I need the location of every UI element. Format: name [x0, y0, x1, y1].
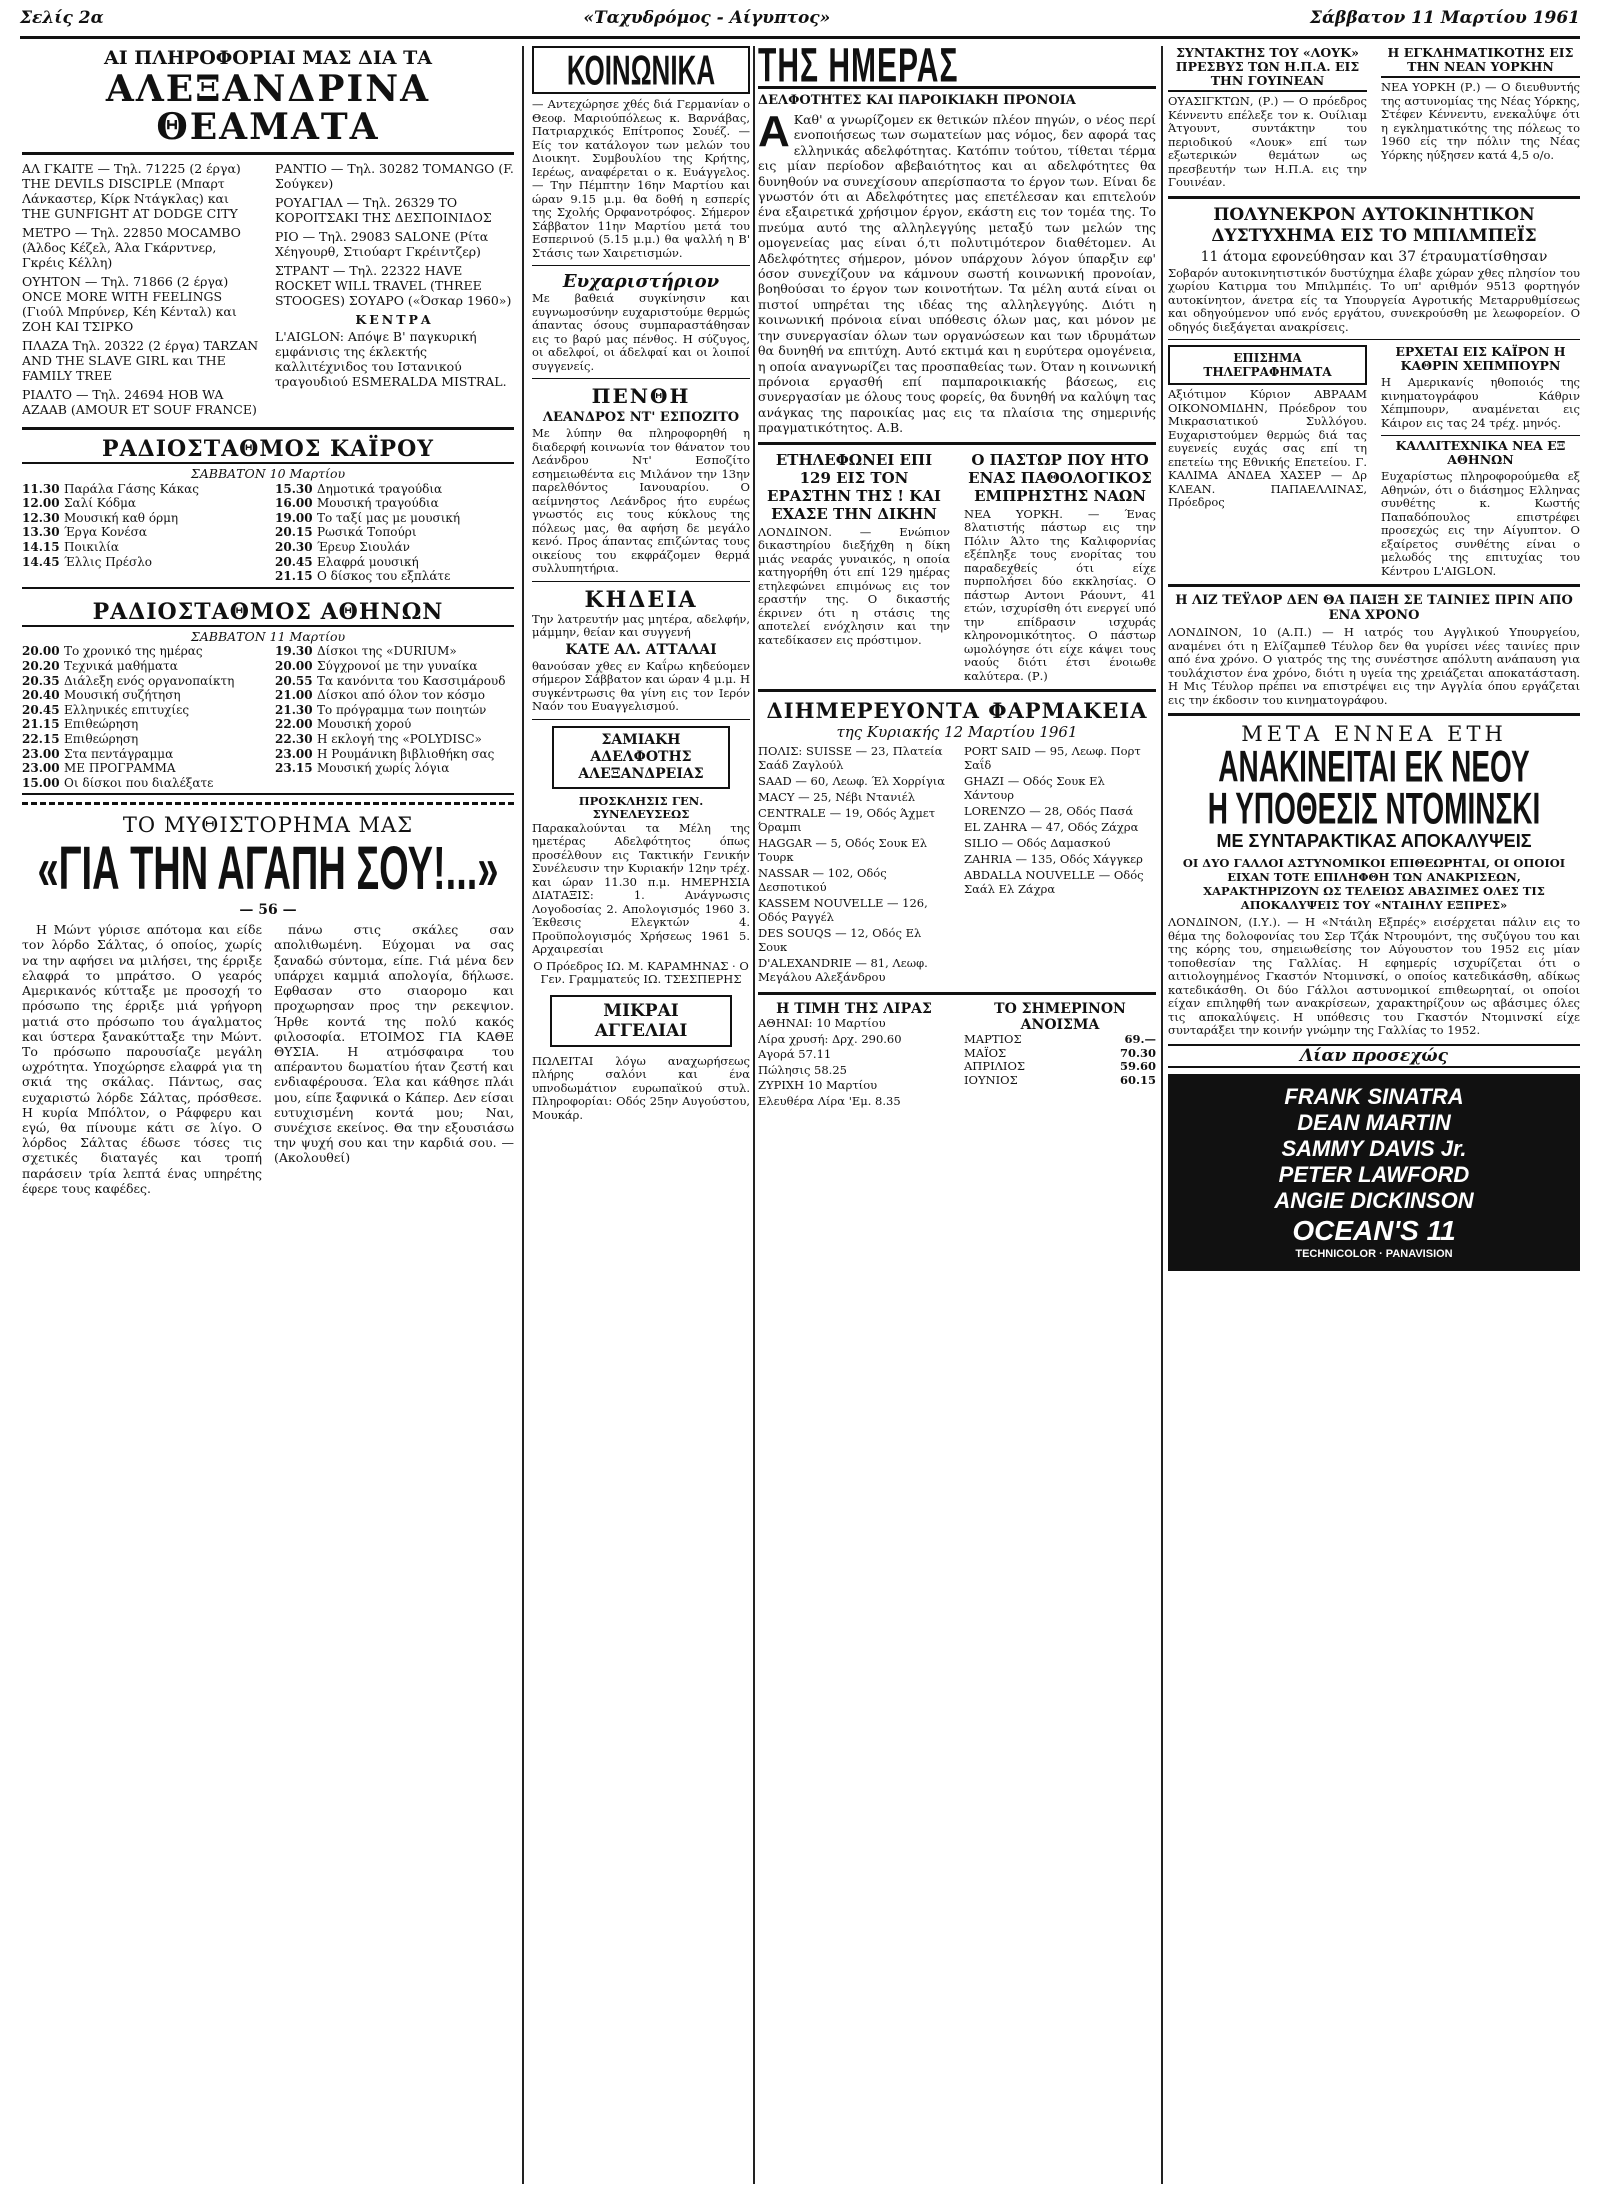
schedule-row — [22, 703, 261, 718]
divider — [532, 378, 750, 379]
divider — [758, 689, 1156, 692]
arts-title: ΚΑΛΛΙΤΕΧΝΙΚΑ ΝΕΑ ΕΞ ΑΘΗΝΩΝ — [1381, 435, 1580, 467]
samian-text: Παρακαλούνται τα Μέλη της ημετέρας Αδελφότητος όπως προσέλθουν εις Τακτικήν Γενικήν Συνέλευσιν την Κυριακήν 12ην τρέχ. και ώραν 11.30 π.μ. ΗΜΕΡΗΣΙΑ ΔΙΑΤΑΞΙΣ: 1. Ανάγνωσις Λογοδοσίας 2. Απολογισμός 1960 3. Έκθεσις Ελεγκτών 4. Προϋπολογισμός Χρήσεως 1961 5. Αρχαιρεσίαι — [532, 820, 750, 956]
cinema-entry: ΡΙΟ — Τηλ. 29083 SALONE (Ρίτα Χέηγουρθ, Στιούαρτ Γκρέιντζερ) — [275, 229, 489, 259]
schedule-row — [22, 747, 261, 762]
dominici-headline-2: Η ΥΠΟΘΕΣΙΣ ΝΤΟΜΙΝΣΚΙ — [1207, 788, 1541, 830]
novel-title: «ΓΙΑ ΤΗΝ ΑΓΑΠΗ ΣΟΥ!...» — [37, 838, 499, 903]
divider — [1168, 196, 1580, 199]
schedule-row — [22, 644, 261, 659]
cinema-entry: ΡΑΝΤΙΟ — Τηλ. 30282 TOMANGO (F. Σούγκεν) — [275, 161, 514, 191]
pharmacy-list-left — [758, 744, 950, 986]
schedule-row — [275, 688, 514, 703]
ad-line: SAMMY DAVIS Jr. — [1281, 1135, 1467, 1161]
samian-title: ΣΑΜΙΑΚΗ ΑΔΕΛΦΟΤΗΣ ΑΛΕΞΑΝΔΡΕΙΑΣ — [552, 726, 730, 789]
classified-title: ΜΙΚΡΑΙ ΑΓΓΕΛΙΑΙ — [550, 995, 732, 1047]
ad-line: ANGIE DICKINSON — [1274, 1187, 1474, 1213]
divider — [22, 427, 514, 430]
top-right-title: Η ΕΓΚΛΗΜΑΤΙΚΟΤΗΣ ΕΙΣ ΤΗΝ ΝΕΑΝ ΥΟΡΚΗΝ — [1381, 46, 1580, 78]
novel-label: ΤΟ ΜΥΘΙΣΤΟΡΗΜΑ ΜΑΣ — [122, 813, 414, 838]
dominici-text: ΛΟΝΔΙΝΟΝ, (Ι.Υ.). — Η «Ντάιλη Εξπρές» εισέρχεται πάλιν εις το θέμα της δολοφονίας του Σερ Τζάκ Ντρουμόντ, της συζύγου του και της κόρης του, σημειωθείσης τον Αύγουστον του 1952 εις μίαν τοποθεσίαν της Γαλλίας. Η εφημερίς ισχυρίζεται ότι ο αιτιολογημένος Γκαστόν Ντομινσκί, ο οποίος κατεδικάσθη, αδίκως κατεδικάσθη. Οι δύο Γάλλοι αστυνομικοί επιθεωρηταί, οι οποίοι είχαν επιληφθή των ανακρίσεων, χαρακτηρίζουν ως αβάσιμες όλες τις αποκαλύψεις. Η υπόθεσις του Γκαστόν Ντομινσκί είχε συνταράξει την κοινήν γνώμην της Γαλλίας το 1952. — [1168, 915, 1580, 1037]
schedule-program: Η εκλογή της «POLYDISC» — [317, 731, 482, 746]
top-stories — [1168, 46, 1580, 190]
pharmacy-entry: NASSAR — 102, Οδός Δεσποτικού — [758, 866, 887, 895]
schedule-row — [22, 659, 261, 674]
schedule-time: 20.35 — [22, 673, 60, 688]
radio-cairo-title: ΡΑΔΙΟΣΤΑΘΜΟΣ ΚΑΪΡΟΥ — [102, 436, 434, 462]
radio-athens-title: ΡΑΔΙΟΣΤΑΘΜΟΣ ΑΘΗΝΩΝ — [92, 598, 444, 625]
samian-signature: Ο Πρόεδρος ΙΩ. Μ. ΚΑΡΑΜΗΝΑΣ · Ο Γεν. Γραμματεύς ΙΩ. ΤΣΕΣΠΕΡΗΣ — [533, 958, 749, 986]
accident-text: Σοβαρόν αυτοκινητιστικόν δυστύχημα έλαβε χώραν χθες πλησίον του χωρίου Κατιρμα του Μπιλμπέις. Το υπ' αριθμόν 9513 φορτηγόν αυτοκίνητον, άνετρα είς τα Υπουργεία Αγροτικής Μεταρρυθμίσεως και οδηγούμενον υπό ενός εργάτου, συνεκρούσθη με λεωφορείον. Ο οδηγός διεξάγεται ανακρίσεις. — [1168, 265, 1580, 334]
telegram-box — [1168, 345, 1367, 578]
schedule-row — [275, 540, 514, 555]
cinema-entry: ΡΙΑΛΤΟ — Τηλ. 24694 HOB WA AZAAB (AMOUR ET SOUF FRANCE) — [22, 387, 257, 417]
schedule-row — [22, 496, 261, 511]
lira-line: Λίρα χρυσή: Δρχ. 290.60 — [758, 1031, 902, 1046]
tide-month: ΜΑΡΤΙΟΣ — [964, 1032, 1022, 1047]
pharmacy-entry: KASSEM NOUVELLE — 126, Οδός Ραγγέλ — [758, 896, 928, 925]
newspaper-title: «Ταχυδρόμος - Αίγυπτος» — [583, 8, 831, 28]
pharmacy-list — [758, 744, 1156, 986]
schedule-time: 22.15 — [22, 731, 60, 746]
schedule-program: Ρωσικά Τοπούρι — [317, 525, 417, 540]
schedule-program: Ο δίσκος του εξπλάτε — [317, 569, 451, 584]
dominici-kicker: ΜΕΤΑ ΕΝΝΕΑ ΕΤΗ — [1241, 722, 1507, 746]
dominici-subtitle: ΟΙ ΔΥΟ ΓΑΛΛΟΙ ΑΣΤΥΝΟΜΙΚΟΙ ΕΠΙΘΕΩΡΗΤΑΙ, ΟΙ ΟΠΟΙΟΙ ΕΙΧΑΝ ΤΟΤΕ ΕΠΙΛΗΦΘΗ ΤΩΝ ΑΝΑΚΡΙΣΕΩΝ, ΧΑΡΑΚΤΗΡΙΖΟΥΝ ΩΣ ΤΕΛΕΙΩΣ ΑΒΑΣΙΜΕΣ ΟΛΕΣ ΤΙΣ ΑΠΟΚΑΛΥΨΕΙΣ ΤΟΥ «ΝΤΑΙΗΛΥ ΕΞΠΡΕΣ» — [1182, 856, 1566, 912]
novel-title-wrap — [22, 838, 514, 902]
cinema-listings — [22, 161, 514, 421]
funeral-intro: Την λατρευτήν μας μητέρα, αδελφήν, μάμμην, θείαν και συγγενή — [532, 611, 750, 639]
schedule-time: 14.15 — [22, 539, 60, 554]
ad-small: TECHNICOLOR · PANAVISION — [1295, 1247, 1453, 1260]
column-news-center — [758, 46, 1156, 2184]
schedule-row — [275, 732, 514, 747]
story2-title: Ο ΠΑΣΤΩΡ ΠΟΥ ΗΤΟ ΕΝΑΣ ΠΑΘΟΛΟΓΙΚΟΣ ΕΜΠΡΗΣΤΗΣ ΝΑΩΝ — [968, 450, 1152, 505]
ad-line: DEAN MARTIN — [1297, 1109, 1451, 1135]
schedule-time: 20.30 — [275, 539, 313, 554]
schedule-program: Ποικιλία — [64, 539, 120, 554]
radio-cairo-right — [275, 482, 514, 584]
schedule-row — [275, 659, 514, 674]
pharmacy-entry: HAGGAR — 5, Οδός Σουκ Ελ Τουρκ — [758, 836, 928, 865]
radio-cairo-schedule — [22, 462, 514, 589]
schedule-program: Τεχνικά μαθήματα — [64, 658, 178, 673]
ad-line: OCEAN'S 11 — [1292, 1214, 1456, 1246]
schedule-time: 20.45 — [275, 554, 313, 569]
radio-athens-right — [275, 644, 514, 790]
cinema-entry: ΜΕΤΡΟ — Τηλ. 22850 MOCAMBO (Άλδος Κέζελ, Άλα Γκάρντνερ, Γκρέις Κέλλη) — [22, 225, 241, 270]
schedule-time: 23.00 — [22, 761, 60, 776]
cinema-list-left — [22, 161, 261, 421]
schedule-program: Μουσική χωρίς λόγια — [317, 761, 450, 776]
ad-intro: Λίαν προσεχώς — [1168, 1044, 1580, 1068]
schedule-time: 23.00 — [22, 746, 60, 761]
funeral-name: ΚΑΤΕ ΑΛ. ΑΤΤΑΛΑΙ — [565, 641, 717, 658]
schedule-program: Στα πεντάγραμμα — [64, 746, 174, 761]
funeral-text: θανούσαν χθες εν Καΐρω κηδεύομεν σήμερον Σάββατον και ώραν 4 μ.μ. Η συγκέντρωσις θα γίνη εις τον Ιερόν Ναόν του Ευαγγελισμού. — [532, 658, 750, 713]
tide-value: 59.60 — [1119, 1059, 1156, 1074]
radio-athens-schedule — [22, 625, 514, 796]
top-left-title: ΣΥΝΤΑΚΤΗΣ ΤΟΥ «ΛΟΥΚ» ΠΡΕΣΒΥΣ ΤΩΝ Η.Π.Α. ΕΙΣ ΤΗΝ ΓΟΥΙΝΕΑΝ — [1168, 46, 1367, 92]
schedule-program: Τα κανόνιτα του Κασσιμάρουδ — [317, 673, 506, 688]
divider — [1168, 713, 1580, 716]
schedule-program: Επιθεώρηση — [64, 717, 139, 732]
radio-athens-left — [22, 644, 261, 790]
novel-paragraph: πάνω στις σκάλες σαν απολιθωμένη. Εύχομαι να σας ξαναδώ σύντομα, είπε. Γιά μένα δεν υπάρχει καμμιά απολογία, δήλωσε. Εφθασαν στο σιαορομο και προχωρησαν προς την ρεκεψιον. Ήρθε κοντά της πολύ κακός φιλοσοφία. ΕΤΟΙΜΟΣ ΓΙΑ ΚΑΘΕ ΘΥΣΙΑ. Η ατμόσφαιρα του απέραντου δωματίου ήταν ζεστή και ενδιαφέρουσα. Έλα και κάθησε πλάι μου, είπε ξαφνικά ο Κάπερ. Δεν είσαι ευτυχισμένη κοντά μου; Ναι, συνέχισε εκείνος. Θα την εξουσιάσω την ψυχή σου και την καρδιά σου. — (Ακολουθεί) — [274, 922, 514, 1166]
schedule-program: Μουσική χορού — [317, 717, 412, 732]
pharmacy-entry: SILIO — Οδός Δαμασκού — [964, 836, 1111, 851]
feature-subtitle: ΔΕΛΦΟΤΗΤΕΣ ΚΑΙ ΠΑΡΟΙΚΙΑΚΗ ΠΡΟΝΟΙΑ — [758, 93, 1076, 108]
taylor-title: Η ΛΙΖ ΤΕΫΛΟΡ ΔΕΝ ΘΑ ΠΑΙΞΗ ΣΕ ΤΑΙΝΙΕΣ ΠΡΙΝ ΑΠΟ ΕΝΑ ΧΡΟΝΟ — [1175, 593, 1573, 623]
schedule-time: 16.00 — [275, 496, 313, 511]
pharmacy-subtitle: της Κυριακής 12 Μαρτίου 1961 — [836, 723, 1078, 742]
schedule-time: 12.30 — [22, 510, 60, 525]
schedule-program: Διάλεξη ενός οργανοπαίκτη — [64, 673, 235, 688]
schedule-time: 22.00 — [275, 717, 313, 732]
divider — [1168, 584, 1580, 587]
top-story-right — [1381, 46, 1580, 190]
mourning-title: ΠΕΝΘΗ — [591, 384, 691, 408]
novel-episode: — 56 — — [239, 902, 297, 919]
story-left — [758, 451, 950, 684]
cinema-entry: ΑΛ ΓΚΑΙΤΕ — Τηλ. 71225 (2 έργα) THE DEVILS DISCIPLE (Μπαρτ Λάνκαστερ, Κίρκ Ντάγκλας) και THE GUNFIGHT AT DODGE CITY — [22, 161, 241, 221]
schedule-time: 15.00 — [22, 775, 60, 790]
society-title: ΚΟΙΝΩΝΙΚΑ — [566, 46, 716, 94]
banner-title: ΤΗΣ ΗΜΕΡΑΣ — [758, 46, 959, 89]
schedule-program: Ελληνικές επιτυχίες — [64, 702, 190, 717]
lira-title: Η ΤΙΜΗ ΤΗΣ ΛΙΡΑΣ — [776, 1001, 932, 1018]
society-text: — Αντεχώρησε χθές διά Γερμανίαν ο Θεοφ. Μαριούπόλεως κ. Βαρνάβας, Πατριαρχικός Επίτροπος Σουέζ. — Είς τον κατάλογον των μελών του Διοικητ. Συμβουλίου της Κρήτης, Ιερέως, αναφέρεται ο κ. Ευάγγελος. — Την Πέμπτην 16ην Μαρτίου και ώραν 9.15 μ.μ. θα δοθή η εσπερίς της Σχολής Ορφανοτρόφος. Σήμερον Σάββατον 11ην Μαρτίου μετά του Εσπερινού (5.15 μ.μ.) θα ψαλλή η Β' Στάσις των Χαιρετισμών. — [532, 97, 750, 260]
schedule-program: Η Ρουμάνικη βιβλιοθήκη σας — [317, 746, 495, 761]
schedule-row — [275, 555, 514, 570]
tide-month: ΙΟΥΝΙΟΣ — [964, 1072, 1018, 1087]
schedule-time: 21.15 — [22, 717, 60, 732]
cinema-entry: ΡΟΥΑΓΙΑΛ — Τηλ. 26329 ΤΟ ΚΟΡΟΙΤΣΑΚΙ ΤΗΣ ΔΕΣΠΟΙΝΙΔΟΣ — [275, 195, 492, 225]
schedule-time: 20.00 — [22, 644, 60, 659]
schedule-program: Επιθεώρηση — [64, 731, 139, 746]
schedule-row — [275, 761, 514, 776]
divider — [758, 442, 1156, 445]
schedule-time: 12.00 — [22, 496, 60, 511]
masthead — [20, 0, 1580, 39]
pharmacy-entry: ZAHRIA — 135, Οδός Χάγγκερ — [964, 852, 1143, 867]
top-left-text: ΟΥΑΣΙΓΚΤΩΝ, (Ρ.) — Ο πρόεδρος Κέννεντυ επέλεξε τον κ. Ουίλιαμ Άτγουντ, συντάκτην του περιοδικού «Λουκ» επί των εξωτερικών θεμάτων ως πρεσβευτήν των Η.Π.Α. εις την Γουινέαν. — [1168, 94, 1367, 189]
schedule-time: 20.40 — [22, 688, 60, 703]
schedule-time: 21.30 — [275, 702, 313, 717]
hepburn-text: Η Αμερικανίς ηθοποιός της κινηματογράφου Κάθριν Χέπμπουρν, αναμένεται εις Κάιρον εις τας 24 τρέχ. μηνός. — [1381, 375, 1580, 430]
column-news-right — [1168, 46, 1580, 2184]
story1-text: ΛΟΝΔΙΝΟΝ. — Ενώπιον δικαστηρίου διεξήχθη η δίκη μιάς νεαράς γυναικός, η οποία κατηγορήθη ότι επί 129 ημέρας ετηλεφώνει επιμόνως εις τον εραστήν της. Ο δικαστής έκρινεν ότι η στάσις της αποτελεί ενόχλησιν και την κατεδίκασεν εις πρόστιμον. — [758, 524, 950, 647]
page-number: Σελίς 2α — [20, 8, 104, 28]
schedule-program: Δίσκοι από όλον τον κόσμο — [317, 688, 485, 703]
radio-athens-date: ΣΑΒΒΑΤΟΝ 11 Μαρτίου — [190, 628, 346, 644]
venues-heading: ΚΕΝΤΡΑ — [355, 312, 434, 327]
tide-value: 60.15 — [1119, 1072, 1156, 1087]
pharmacy-entry: ΠΟΛΙΣ: SUISSE — 23, Πλατεία Σαάδ Ζαγλούλ — [758, 744, 943, 773]
divider — [532, 719, 750, 720]
schedule-program: Παράλα Γάσης Κάκας — [64, 481, 199, 496]
lira-line: ΖΥΡΙΧΗ 10 Μαρτίου — [758, 1078, 878, 1093]
banner-wrap — [758, 46, 1156, 89]
divider — [758, 992, 1156, 995]
dominici-headline-2-wrap — [1168, 788, 1580, 830]
schedule-program: Το χρονικό της ημέρας — [64, 644, 203, 659]
schedule-time: 23.15 — [275, 761, 313, 776]
tide-value: 69.— — [1124, 1032, 1156, 1047]
column-rule — [522, 46, 524, 2184]
schedule-row — [275, 747, 514, 762]
ad-line: PETER LAWFORD — [1278, 1161, 1470, 1187]
pharmacy-entry: DES SOUQS — 12, Οδός Ελ Σουκ — [758, 926, 922, 955]
schedule-row — [22, 717, 261, 732]
tide-box — [964, 1001, 1156, 1110]
dominici-headline-1: ΑΝΑΚΙΝΕΙΤΑΙ ΕΚ ΝΕΟΥ — [1218, 746, 1530, 788]
cinema-list-right — [275, 161, 514, 421]
schedule-time: 19.30 — [275, 644, 313, 659]
classified-text: ΠΩΛΕΙΤΑΙ λόγω αναχωρήσεως πλήρης σαλόνι και ένα υπνοδωμάτιον ευρωπαϊκού στυλ. Πληροφορίαι: Οδός 25ην Αυγούστου, Μουκάρ. — [532, 1053, 750, 1122]
column-rule — [753, 46, 755, 2184]
pharmacy-entry: MACY — 25, Νέβι Ντανιέλ — [758, 790, 915, 805]
mourning-text: Με λύπην θα πληροφορηθή η διαδερφή κοινωνία τον θάνατον του Λεάνδρου Ντ' Εσποζίτο εσημειωθέντα εις Μιλάνον την 13ην παρελθόντος Ιανουαρίου. Ο αείμνηστος Λεάνδρος ήτο ευρέως γνωστός εις τους κύκλους της πόλεως μας, θα αφήση δε μεγάλο κενό. Προς άπαντας επιζώντας τους οικείους του εκφράζομεν θερμά συλλυπητήρια. — [532, 426, 750, 575]
column-entertainment — [22, 46, 514, 2184]
schedule-program: Μουσική συζήτηση — [64, 688, 181, 703]
tide-row — [964, 1033, 1156, 1047]
cinema-heading: ΑΙ ΠΛΗΡΟΦΟΡΙΑΙ ΜΑΣ ΔΙΑ ΤΑ — [104, 47, 432, 69]
schedule-row — [275, 644, 514, 659]
tide-row — [964, 1047, 1156, 1061]
schedule-row — [22, 688, 261, 703]
pharmacy-title: ΔΙΗΜΕΡΕΥΟΝΤΑ ΦΑΡΜΑΚΕΙΑ — [766, 698, 1148, 724]
schedule-row — [22, 540, 261, 555]
schedule-time: 20.20 — [22, 658, 60, 673]
telegram-text: Αξιότιμον Κύριον ΑΒΡΑΑΜ ΟΙΚΟΝΟΜΙΔΗΝ, Πρόεδρον του Μικρασιατικού Συλλόγου. Ευχαριστούμεν θερμώς διά τας ευγενείς ευχάς σας επί τη επετείω της Εθνικής Επετείου. Γ. ΚΑΛΙΜΑ ΑΝΔΕΑ ΧΑΣΕΡ — Δρ ΚΛΕΑΝ. ΠΑΠΑΕΛΛΙΝΑΣ, Πρόεδρος — [1168, 387, 1367, 509]
top-right-text: ΝΕΑ ΥΟΡΚΗ (Ρ.) — Ο διευθυντής της αστυνομίας της Νέας Υόρκης, Στέφεν Κέννεντυ, ενεκαλύψε ότι η εγκληματικότης της πόλεως το 1960 είς την πόλιν της Νέας Υόρκης ηύξησεν κατά 4,5 ο/ο. — [1381, 80, 1580, 162]
ad-line: FRANK SINATRA — [1284, 1083, 1464, 1109]
schedule-program: Έρευρ Σιουλάν — [317, 539, 410, 554]
pharmacy-entry: CENTRALE — 19, Οδός Άχμετ Όραμπι — [758, 806, 936, 835]
story1-title: ΕΤΗΛΕΦΩΝΕΙ ΕΠΙ 129 ΕΙΣ ΤΟΝ ΕΡΑΣΤΗΝ ΤΗΣ ! ΚΑΙ ΕΧΑΣΕ ΤΗΝ ΔΙΚΗΝ — [767, 450, 941, 523]
lira-lines — [758, 1017, 950, 1108]
schedule-row — [22, 555, 261, 570]
accident-title: ΠΟΛΥΝΕΚΡΟΝ ΑΥΤΟΚΙΝΗΤΙΚΟΝ ΔΥΣΤΥΧΗΜΑ ΕΙΣ ΤΟ ΜΠΙΛΜΠΕΪΣ — [1211, 204, 1537, 246]
schedule-time: 19.00 — [275, 510, 313, 525]
tide-title: ΤΟ ΣΗΜΕΡΙΝΟΝ ΑΝΟΙΣΜΑ — [994, 1001, 1126, 1034]
schedule-time: 22.30 — [275, 731, 313, 746]
schedule-row — [22, 511, 261, 526]
pharmacy-list-right — [964, 744, 1156, 986]
lira-box — [758, 1001, 950, 1110]
tide-month: ΑΠΡΙΛΙΟΣ — [964, 1059, 1026, 1074]
schedule-row — [275, 525, 514, 540]
thanks-title: Ευχαριστήριον — [562, 271, 720, 292]
telegram-title: ΕΠΙΣΗΜΑ ΤΗΛΕΓΡΑΦΗΜΑΤΑ — [1168, 345, 1367, 385]
mid-stories — [1168, 345, 1580, 578]
short-stories — [758, 451, 1156, 684]
schedule-row — [22, 525, 261, 540]
divider — [22, 152, 514, 155]
schedule-program: Το ταξί μας με μουσική — [317, 510, 461, 525]
schedule-time: 23.00 — [275, 746, 313, 761]
issue-date: Σάββατον 11 Μαρτίου 1961 — [1309, 8, 1580, 28]
samian-sub: ΠΡΟΣΚΛΗΣΙΣ ΓΕΝ. ΣΥΝΕΛΕΥΣΕΩΣ — [578, 793, 704, 821]
schedule-time: 15.30 — [275, 481, 313, 496]
divider — [532, 265, 750, 266]
schedule-time: 20.45 — [22, 702, 60, 717]
cinema-title: ΑΛΕΞΑΝΔΡΙΝΑ ΘΕΑΜΑΤΑ — [105, 68, 431, 148]
schedule-row — [275, 674, 514, 689]
schedule-row — [275, 717, 514, 732]
tide-row — [964, 1074, 1156, 1088]
hepburn-box — [1381, 345, 1580, 578]
dominici-headline-1-wrap — [1168, 746, 1580, 788]
radio-cairo-date: ΣΑΒΒΑΤΟΝ 10 Μαρτίου — [190, 466, 346, 481]
thanks-text: Με βαθειά συγκίνησιν και ευγνωμοσύνην ευχαριστούμε θερμώς άπαντας όσους συμπαραστάθησαν εις το βαρύ μας πένθος. Η σύζυγος, οι αδελφοί, οι άδελφαί και οι λοιποί συγγενείς. — [532, 291, 750, 373]
tide-value: 70.30 — [1119, 1045, 1156, 1060]
hepburn-title: ΕΡΧΕΤΑΙ ΕΙΣ ΚΑΪΡΟΝ Η ΚΑΘΡΙΝ ΧΕΠΜΠΟΥΡΝ — [1395, 344, 1566, 373]
schedule-program: Δίσκοι της «DURIUM» — [317, 644, 457, 659]
schedule-time: 21.15 — [275, 569, 313, 584]
schedule-program: Έργα Κονέσα — [64, 525, 147, 540]
lira-line: Πώλησις 58.25 — [758, 1062, 847, 1077]
schedule-program: Μουσική τραγούδια — [317, 496, 439, 511]
lira-line: Ελευθέρα Λίρα 'Εμ. 8.35 — [758, 1093, 901, 1108]
society-title-box — [532, 46, 750, 94]
feature-body: Καθ' α γνωρίζομεν εκ θετικών πλέον πηγών, ο νέος περί ενοποιήσεως των σωματείων μας νόμος, δεν αφορά τας ελληνικάς αδελφότητας. Κατόπιν τούτου, τίθεται τέρμα εις μίαν περίοδον αβεβαιότητος και αι αδελφότητες θα δυνηθούν να συνεχίσουν απερίσπαστα το έργον των. Είναι δε γνωστόν ότι αι Αδελφότητες μας επετέλεσαν και επιτελούν ένα εξαιρετικά χρήσιμον έργον, εκάστη εις τον τομέα της. Το πνεύμα αυτό της αλληλεγγύης μεταξύ των μελών της ομογενείας μας είναι ό,τι πολυτιμότερον διαθέτομεν. Αι Αδελφότητες σήμερον, μόνον υπάρχουν λόγον ύπαρξιν εφ' όσον συνεχίζουν να κάμνουν σωστή κοινωνική προνοίαν, βοηθούσαι το έργον των κοινοτήτων. Τα μέλη αυτά είναι οι πιστοί υπηρέται της ιδέας της αλληλεγγύης. Διότι η κοινωνική πρόνοια είναι υπόθεσις όλων μας, και μόνον με την συνεργασίαν όλων των οργανώσεων και των ιδρυμάτων θα δυνηθή να επιτύχη. Αυτό εκτιμά και η ευρύτερα ομογένεια, η οποία αναγνωρίζει τας προσπαθείας των. Όταν η κοινωνική πρόνοια εργασθή επί παμπαροικιακής βάσεως, εις συνεργασίαν με όλους τους φορείς, θα δυνηθή να καλύψη τας ανάγκας της παροικίας μας εις τα πλαίσια της σημερινής πραγματικότητος. Α.Β. — [758, 112, 1156, 436]
novel-paragraph: Η Μώντ γύρισε απότομα και είδε τον λόρδο Σάλτας, ό οποίος, χωρίς να την αφήσει να μιλήσει, της έρριξε ελαφρά το μπράτσο. Ο γεαρός Αμερικανός κύτταξε με προσοχή το πρόσωπο της έρριξε μιά γρήγορη ματιά στο πρόσωπο του άγαλματος και ύστερα ξανακύτταξε την Μώντ. Το πρόσωπο παρουσίαζε μεγάλη ωχρότητα. Υποχώρησε ελαφρά για τη σκιά της σκάλας. Πάντως, σας ευχαριστώ λόρδε Σάλτας, πρόσθεσε. Η κυρία Μπόλτον, ο Ράφφερυ και εγώ, θα πίνουμε κάτι σε λίγο. Ο λόρδος Σάλτας έδωσε τόσες τις σχετικές διαταγές και τροπή παράσειν τρία λεπτά ένας υπηρέτης έφερε τους καφέδες. — [22, 922, 262, 1196]
novel-text — [22, 922, 514, 1198]
mourning-name: ΛΕΑΝΔΡΟΣ ΝΤ' ΕΣΠΟΖΙΤΟ — [542, 410, 740, 425]
market-boxes — [758, 1001, 1156, 1110]
schedule-row — [22, 482, 261, 497]
taylor-text: ΛΟΝΔΙΝΟΝ, 10 (Α.Π.) — Η ιατρός του Αγγλικού Υπουργείου, αναμένει ότι η Ελίζαμπεθ Τέυλορ δεν θα γυρίσει νέες ταινίες πριν από ένα χρόνο. Ο γιατρός της της συνέστησε απόλυτη ανάπαυση για τουλάχιστον ένα χρόνο, διότι η υγεία της χρειάζεται αποκατάσταση. Η Μις Τέυλορ πρέπει να επιστρέψει εις την Αγγλία όπου εργάζεται εις την έκδοσιν του κινηματογράφου. — [1168, 625, 1580, 707]
accident-subtitle: 11 άτομα εφονεύθησαν και 37 έτραυματίσθησαν — [1200, 248, 1548, 265]
schedule-time: 20.00 — [275, 658, 313, 673]
story-right — [964, 451, 1156, 684]
schedule-row — [22, 732, 261, 747]
funeral-title: ΚΗΔΕΙΑ — [584, 586, 698, 613]
schedule-time: 20.55 — [275, 673, 313, 688]
dominici-headline-3: ΜΕ ΣΥΝΤΑΡΑΚΤΙΚΑΣ ΑΠΟΚΑΛΥΨΕΙΣ — [1216, 831, 1532, 851]
schedule-program: ΜΕ ΠΡΟΓΡΑΜΜΑ — [64, 761, 176, 776]
pharmacy-entry: ABDALLA NOUVELLE — Οδός Σαάλ Ελ Ζάχρα — [964, 868, 1144, 897]
top-story-left — [1168, 46, 1367, 190]
column-social — [532, 46, 750, 2184]
divider — [532, 581, 750, 582]
schedule-row — [275, 496, 514, 511]
pharmacy-entry: GHAZI — Οδός Σουκ Ελ Χάντουρ — [964, 774, 1105, 803]
schedule-program: Ελαφρά μουσική — [317, 554, 419, 569]
schedule-row — [275, 569, 514, 584]
divider — [1168, 339, 1580, 340]
pharmacy-entry: PORT SAID — 95, Λεωφ. Πορτ Σαΐδ — [964, 744, 1141, 773]
pharmacy-entry: LORENZO — 28, Οδός Πασά — [964, 804, 1134, 819]
cinema-entry: ΟΥΗΤΟΝ — Τηλ. 71866 (2 έργα) ONCE MORE WITH FEELINGS (Γιούλ Μπρύνερ, Κέη Κένταλ) και ΖΟΗ ΚΑΙ ΤΣΙΡΚΟ — [22, 274, 237, 334]
schedule-time: 21.00 — [275, 688, 313, 703]
drop-cap: Α — [758, 107, 790, 156]
schedule-row — [22, 761, 261, 776]
schedule-program: Μουσική καθ όρμη — [64, 510, 179, 525]
tide-rows — [964, 1033, 1156, 1087]
venue-entry: L'AIGLON: Απόψε Β' παγκυρική εμφάνισις της έκλεκτής καλλιτέχνιδος του Ιστανικού τραγουδιού ESMERALDA MISTRAL. — [275, 329, 507, 389]
lira-line: ΑΘΗΝΑΙ: 10 Μαρτίου — [758, 1016, 886, 1031]
schedule-row — [22, 674, 261, 689]
schedule-program: Δημοτικά τραγούδια — [317, 481, 443, 496]
feature-text — [758, 107, 1156, 436]
schedule-time: 14.45 — [22, 554, 60, 569]
schedule-row — [275, 511, 514, 526]
schedule-program: Έλλις Πρέσλο — [64, 554, 153, 569]
schedule-time: 20.15 — [275, 525, 313, 540]
cinema-entry: ΠΛΑΖΑ Τηλ. 20322 (2 έργα) TARZAN AND THE SLAVE GIRL και THE FAMILY TREE — [22, 338, 259, 383]
divider — [22, 802, 514, 805]
story2-text: ΝΕΑ ΥΟΡΚΗ. — Ένας 8λατιστής πάστωρ εις την Πόλιν Άλτο της Καλιφορνίας εξέπληξε τους ενορίτας του παραδεχθείς ότι είχε πυρπολήσει δύο εκκλησίας. Ο πάστωρ Αντονι Ράουντ, 41 ετών, ισχυρίσθη ότι ενεργεί υπό την επίδρασιν ισχυράς κληρονομικότητος. Ο πάστωρ ωμολόγησε ότι είχε κάψει τους ναούς διότι έτσι ένοιωθε καλύτερα. (Ρ.) — [964, 506, 1156, 683]
schedule-row — [22, 776, 261, 791]
cinema-entry: ΣΤΡΑΝΤ — Τηλ. 22322 HAVE ROCKET WILL TRAVEL (THREE STOOGES) ΣΟΥΑΡΟ («Όσκαρ 1960») — [275, 263, 512, 308]
schedule-row — [275, 703, 514, 718]
tide-month: ΜΑΪΟΣ — [964, 1045, 1007, 1060]
schedule-program: Σαλί Κόδμα — [64, 496, 137, 511]
lira-line: Αγορά 57.11 — [758, 1047, 832, 1062]
pharmacy-entry: EL ZAHRA — 47, Οδός Ζάχρα — [964, 820, 1139, 835]
radio-cairo-left — [22, 482, 261, 584]
schedule-program: Οι δίσκοι που διαλέξατε — [64, 775, 214, 790]
schedule-program: Το πρόγραμμα των ποιητών — [317, 702, 487, 717]
schedule-program: Σύγχρονοί με την γυναίκα — [317, 658, 478, 673]
film-advertisement — [1168, 1074, 1580, 1271]
pharmacy-entry: D'ALEXANDRIE — 81, Λεωφ. Μεγάλου Αλεξάνδρου — [758, 956, 928, 985]
tide-row — [964, 1060, 1156, 1074]
column-rule — [1161, 46, 1163, 2184]
schedule-time: 11.30 — [22, 481, 60, 496]
schedule-row — [275, 482, 514, 497]
pharmacy-entry: SAAD — 60, Λεωφ. Έλ Χορρίγια — [758, 774, 946, 789]
arts-text: Ευχαρίστως πληροφορούμεθα εξ Αθηνών, ότι ο διάσημος Ελληνας συνθέτης κ. Κωστής Παπαδόπουλος επιστρέφει προσεχώς εις την Αίγυπτον. Ο εξαίρετος συνθέτης είναι ο μελωδός της επιτυχίας του Κέντρου L'AIGLON. — [1381, 469, 1580, 578]
schedule-time: 13.30 — [22, 525, 60, 540]
